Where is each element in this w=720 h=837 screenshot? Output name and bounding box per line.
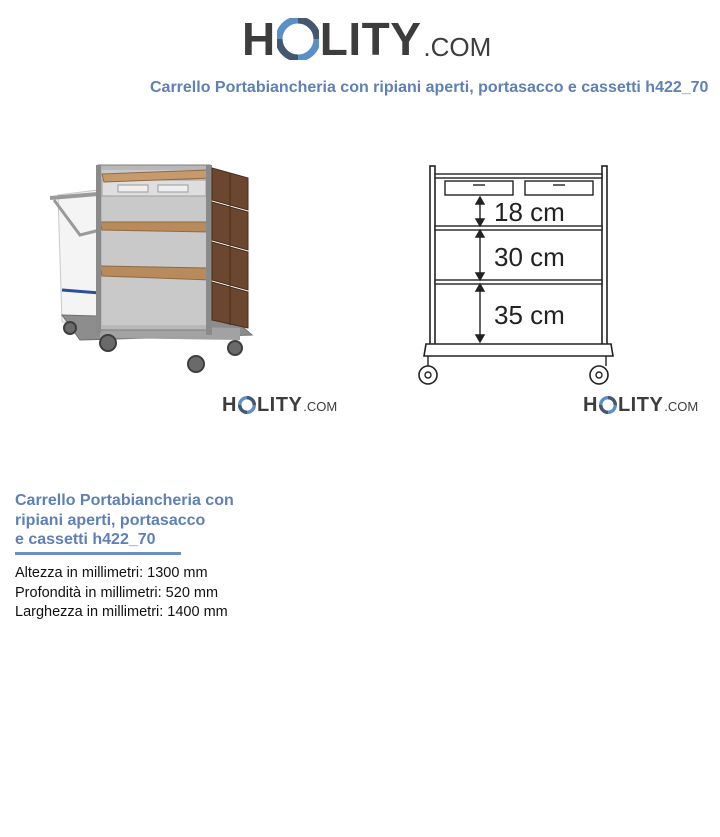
dimension-label-drawers: 18 cm [494, 197, 565, 227]
page-title: Carrello Portabiancheria con ripiani aperti, portasacco e cassetti h422_70 [150, 79, 709, 96]
logo-o-icon [599, 396, 617, 414]
heading-underline [15, 552, 181, 555]
dimension-label-bottom-shelf: 35 cm [494, 300, 565, 330]
product-heading [15, 491, 245, 550]
logo-text-lity: LITY [256, 394, 303, 416]
dimension-diagram[interactable] [410, 160, 620, 395]
spec-depth: Profondità in millimetri: 520 mm [15, 584, 219, 601]
logo-text-h: H [242, 13, 276, 65]
logo-text-lity: LITY [617, 394, 664, 416]
logo-text-h: H [222, 394, 237, 416]
dimension-label-middle-shelf: 30 cm [494, 242, 565, 272]
logo-text-suffix: .COM [423, 32, 492, 62]
brand-logo[interactable] [242, 13, 492, 65]
spec-width: Larghezza in millimetri: 1400 mm [15, 604, 228, 620]
product-image[interactable] [40, 150, 265, 385]
product-heading-line: ripiani aperti, portasacco [15, 511, 206, 529]
logo-text-h: H [583, 394, 598, 416]
logo-o-icon [277, 18, 319, 60]
brand-logo-small [222, 395, 337, 415]
logo-text-suffix: .COM [303, 399, 338, 414]
product-heading-line: Carrello Portabiancheria con [15, 492, 234, 509]
spec-height: Altezza in millimetri: 1300 mm [15, 565, 208, 581]
logo-text-suffix: .COM [664, 399, 699, 414]
product-heading-line: e cassetti h422_70 [15, 531, 156, 548]
logo-o-icon [238, 396, 256, 414]
spec-list [15, 564, 228, 623]
logo-text-lity: LITY [319, 13, 422, 65]
brand-logo-small [583, 395, 698, 415]
